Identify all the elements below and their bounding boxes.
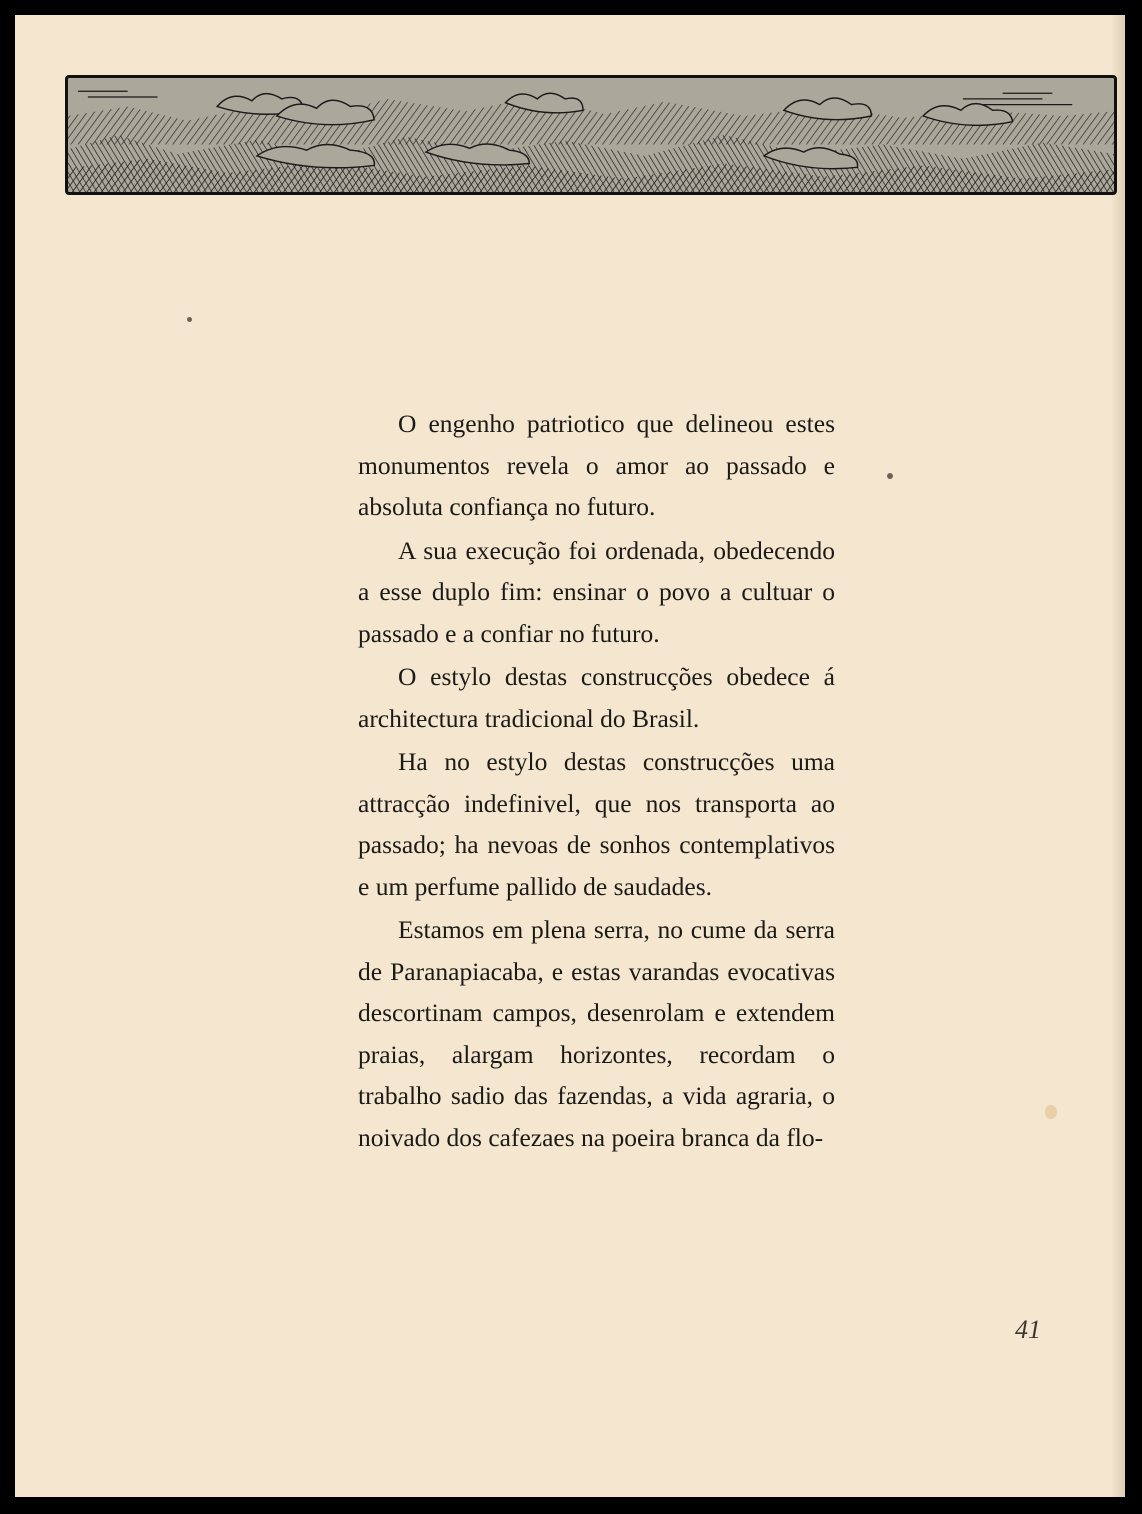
page-number: 41 xyxy=(1015,1315,1041,1344)
paper-speck xyxy=(187,317,192,322)
paragraph-1: O engenho patriotico que delineou estes monumentos revela o amor ao passado e absoluta confiança no futuro. xyxy=(358,409,835,521)
book-page xyxy=(15,15,1125,1497)
paragraph-3: O estylo destas construcções obedece á architectura tradicional do Brasil. xyxy=(358,662,835,733)
paper-speck xyxy=(887,473,893,479)
paragraph-2: A sua execução foi ordenada, obedecendo a esse duplo fim: ensinar o povo a cultuar o passado e a confiar no futuro. xyxy=(358,535,835,648)
paper-speck xyxy=(1045,1105,1057,1119)
mountain-landscape-illustration xyxy=(68,78,1114,192)
paragraph-4: Ha no estylo destas construcções uma attracção indefinivel, que nos transporta ao passado; ha nevoas de sonhos contemplativos e um perfume pallido de saudades. xyxy=(358,747,835,901)
body-text xyxy=(358,403,835,1160)
paragraph-5: Estamos em plena serra, no cume da serra de Paranapiacaba, e estas varandas evocativas descortinam campos, desenrolam e extendem praias, alargam horizontes, recordam o trabalho sadio das fazendas, a vida agraria, o noivado dos cafezaes na poeira branca da flo- xyxy=(358,915,835,1152)
mountain-landscape-banner xyxy=(65,75,1117,195)
